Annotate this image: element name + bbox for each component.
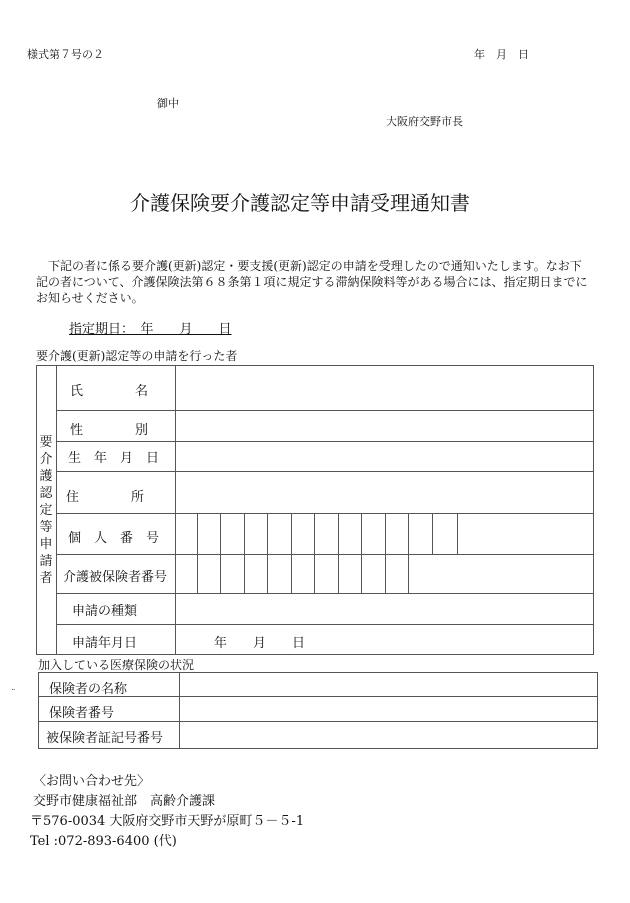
notice-line-1: 下記の者に係る要介護(更新)認定・要支援(更新)認定の申請を受理したので通知いたします。なお下 xyxy=(48,259,582,273)
form-number: 様式第７号の２ xyxy=(27,48,104,61)
label-address: 住 所 xyxy=(66,490,145,505)
notice-line-2: 記の者について、介護保険法第６８条第１項に規定する滞納保険料等がある場合には、指定期日までに xyxy=(36,275,588,289)
document-title: 介護保険要介護認定等申請受理通知書 xyxy=(130,191,470,215)
sex-value-cell[interactable] xyxy=(176,411,593,441)
contact-department: 交野市健康福祉部 高齢介護課 xyxy=(33,794,216,809)
application-date-value: 年 月 日 xyxy=(214,636,306,651)
label-insurer-name: 保険者の名称 xyxy=(49,682,128,697)
notice-line-3: お知らせください。 xyxy=(36,291,144,305)
scan-mark: ¨ xyxy=(11,689,16,699)
insurance-section-caption: 加入している医療保険の状況 xyxy=(38,658,195,672)
issuer-name: 大阪府交野市長 xyxy=(386,115,463,128)
label-insured-number: 介護被保険者番号 xyxy=(63,570,168,585)
issue-date: 年 月 日 xyxy=(474,48,529,61)
addressee-suffix: 御中 xyxy=(157,97,179,110)
label-birthdate: 生 年 月 日 xyxy=(68,451,160,466)
label-name: 氏 名 xyxy=(70,384,149,399)
label-insurer-number: 保険者番号 xyxy=(49,706,115,721)
name-value-cell[interactable] xyxy=(176,366,593,410)
contact-heading: 〈お問い合わせ先〉 xyxy=(33,774,151,789)
label-application-type: 申請の種類 xyxy=(72,604,138,619)
application-type-value-cell[interactable] xyxy=(176,594,593,624)
applicant-side-label: 要 介 護 認 定 等 申 請 者 xyxy=(39,435,53,586)
label-individual-number: 個 人 番 号 xyxy=(68,531,160,546)
label-application-date: 申請年月日 xyxy=(72,636,138,651)
contact-address: 〒576-0034 大阪府交野市天野が原町５－５-1 xyxy=(30,814,305,829)
card-number-value-cell[interactable] xyxy=(180,722,597,748)
label-card-number: 被保険者証記号番号 xyxy=(46,731,164,746)
insurer-name-value-cell[interactable] xyxy=(180,673,597,696)
insurer-number-value-cell[interactable] xyxy=(180,697,597,721)
address-value-cell[interactable] xyxy=(176,472,593,513)
label-sex: 性 別 xyxy=(70,423,149,438)
applicant-section-caption: 要介護(更新)認定等の申請を行った者 xyxy=(36,349,238,363)
deadline-field: 指定期日： 年 月 日 xyxy=(69,322,232,337)
contact-phone: Tel :072-893-6400 (代) xyxy=(30,834,177,849)
birthdate-value-cell[interactable] xyxy=(176,442,593,471)
